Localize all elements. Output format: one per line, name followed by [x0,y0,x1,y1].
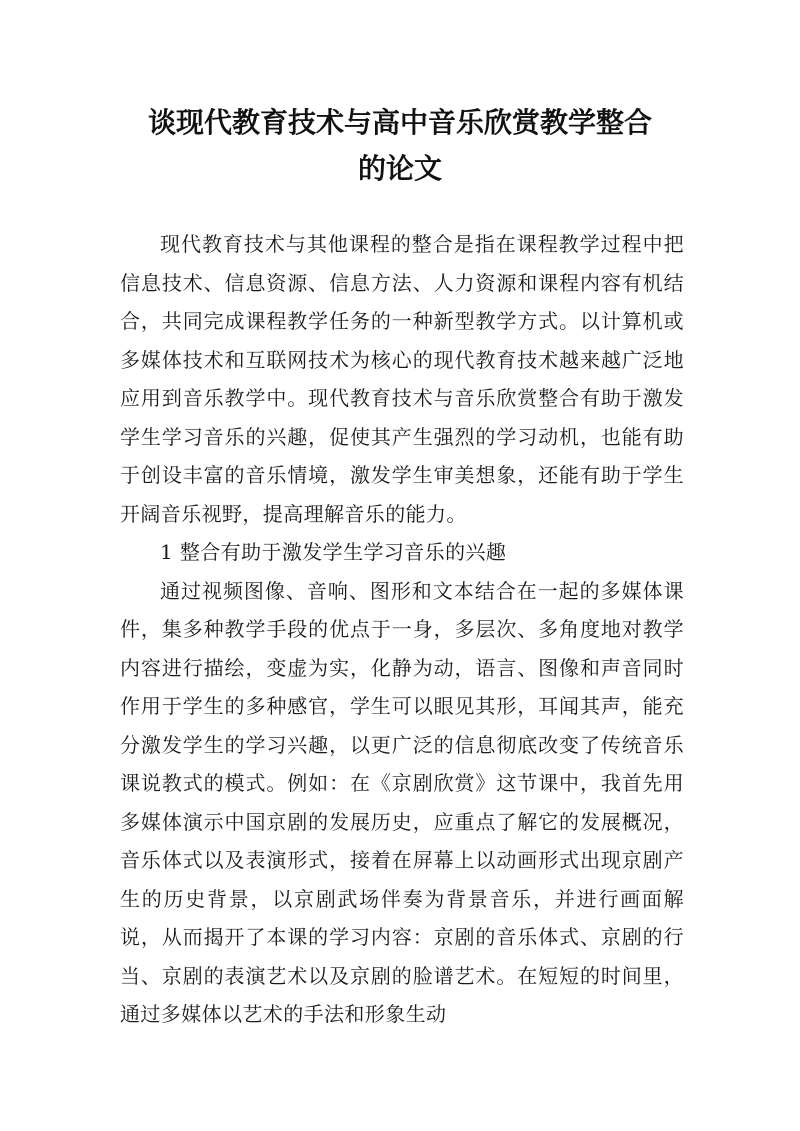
body-paragraph: 通过视频图像、音响、图形和文本结合在一起的多媒体课件，集多种教学手段的优点于一身，多层次、多角度地对教学内容进行描绘，变虚为实，化静为动，语言、图像和声音同时作用于学生的多种感官，学生可以眼见其形，耳闻其声，能充分激发学生的学习兴趣，以更广泛的信息彻底改变了传统音乐课说教式的模式。例如：在《京剧欣赏》这节课中，我首先用多媒体演示中国京剧的发展历史，应重点了解它的发展概况，音乐体式以及表演形式，接着在屏幕上以动画形式出现京剧产生的历史背景，以京剧武场伴奏为背景音乐，并进行画面解说，从而揭开了本课的学习内容：京剧的音乐体式、京剧的行当、京剧的表演艺术以及京剧的脸谱艺术。在短短的时间里，通过多媒体以艺术的手法和形象生动 [120,578,684,1026]
document-body [120,225,684,1034]
document-title [120,100,680,192]
title-line-1: 谈现代教育技术与高中音乐欣赏教学整合 [147,106,652,139]
section-heading: 1 整合有助于激发学生学习音乐的兴趣 [160,540,507,564]
intro-paragraph: 现代教育技术与其他课程的整合是指在课程教学过程中把信息技术、信息资源、信息方法、人力资源和课程内容有机结合，共同完成课程教学任务的一种新型教学方式。以计算机或多媒体技术和互联网技术为核心的现代教育技术越来越广泛地应用到音乐教学中。现代教育技术与音乐欣赏整合有助于激发学生学习音乐的兴趣，促使其产生强烈的学习动机，也能有助于创设丰富的音乐情境，激发学生审美想象，还能有助于学生开阔音乐视野，提高理解音乐的能力。 [120,232,684,526]
title-line-2: 的论文 [357,152,442,185]
